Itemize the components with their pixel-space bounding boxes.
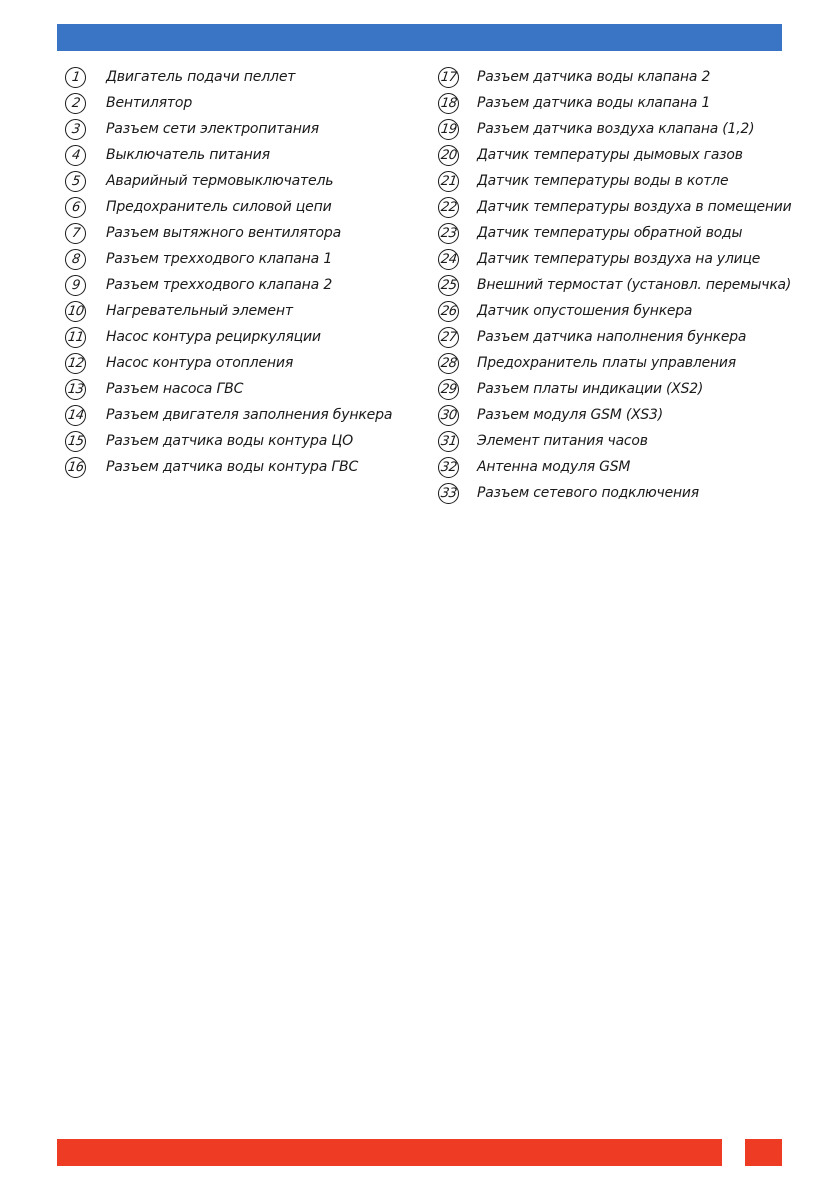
number-badge <box>438 145 459 166</box>
item-number: 28 <box>439 355 458 371</box>
number-badge <box>438 379 459 400</box>
item-number: 17 <box>439 69 458 85</box>
item-number: 3 <box>70 121 81 137</box>
item-label: Предохранитель платы управления <box>477 355 736 371</box>
item-number: 7 <box>70 225 81 241</box>
item-number: 19 <box>439 121 458 137</box>
legend-item <box>438 194 798 220</box>
item-number: 8 <box>70 251 81 267</box>
item-number: 31 <box>439 433 458 449</box>
legend-item <box>65 324 410 350</box>
legend-item <box>438 402 798 428</box>
item-label: Разъем платы индикации (XS2) <box>477 381 704 397</box>
item-number: 23 <box>439 225 458 241</box>
item-number: 9 <box>70 277 81 293</box>
legend-item <box>65 194 410 220</box>
number-badge <box>65 327 86 348</box>
item-number: 16 <box>66 459 85 475</box>
item-number: 13 <box>66 381 85 397</box>
legend-item <box>438 90 798 116</box>
item-label: Разъем модуля GSM (XS3) <box>477 407 663 423</box>
item-label: Вентилятор <box>106 95 193 111</box>
item-label: Аварийный термовыключатель <box>106 173 334 189</box>
item-label: Антенна модуля GSM <box>477 459 631 475</box>
legend-column-right <box>438 64 798 506</box>
item-number: 33 <box>439 485 458 501</box>
item-number: 22 <box>439 199 458 215</box>
item-label: Разъем двигателя заполнения бункера <box>106 407 393 423</box>
item-label: Разъем датчика воздуха клапана (1,2) <box>477 121 755 137</box>
item-label: Выключатель питания <box>106 147 270 163</box>
number-badge <box>438 67 459 88</box>
item-label: Элемент питания часов <box>477 433 648 449</box>
item-number: 4 <box>70 147 81 163</box>
item-label: Двигатель подачи пеллет <box>106 69 296 85</box>
legend-item <box>65 298 410 324</box>
footer-page-box <box>745 1139 782 1166</box>
number-badge <box>65 67 86 88</box>
item-number: 6 <box>70 199 81 215</box>
number-badge <box>438 431 459 452</box>
legend-item <box>65 90 410 116</box>
legend-item <box>438 272 798 298</box>
number-badge <box>438 301 459 322</box>
legend-item <box>65 272 410 298</box>
legend-item <box>65 64 410 90</box>
item-label: Датчик температуры обратной воды <box>477 225 743 241</box>
item-label: Насос контура рециркуляции <box>106 329 321 345</box>
item-label: Датчик опустошения бункера <box>477 303 693 319</box>
item-number: 26 <box>439 303 458 319</box>
number-badge <box>65 379 86 400</box>
item-number: 15 <box>66 433 85 449</box>
item-number: 24 <box>439 251 458 267</box>
item-number: 30 <box>439 407 458 423</box>
legend-item <box>65 454 410 480</box>
item-label: Датчик температуры воздуха в помещении <box>477 199 792 215</box>
item-number: 25 <box>439 277 458 293</box>
item-number: 10 <box>66 303 85 319</box>
legend-column-left <box>65 64 410 480</box>
number-badge <box>438 171 459 192</box>
legend-item <box>438 324 798 350</box>
legend-item <box>438 298 798 324</box>
legend-item <box>438 168 798 194</box>
item-label: Разъем вытяжного вентилятора <box>106 225 342 241</box>
item-label: Разъем датчика воды контура ЦО <box>106 433 354 449</box>
number-badge <box>438 483 459 504</box>
item-label: Разъем сетевого подключения <box>477 485 699 501</box>
item-number: 14 <box>66 407 85 423</box>
legend-item <box>65 402 410 428</box>
legend-item <box>65 168 410 194</box>
legend-item <box>438 454 798 480</box>
number-badge <box>65 197 86 218</box>
item-number: 21 <box>439 173 458 189</box>
legend-item <box>438 428 798 454</box>
item-number: 29 <box>439 381 458 397</box>
item-label: Разъем датчика воды клапана 1 <box>477 95 711 111</box>
item-label: Нагревательный элемент <box>106 303 293 319</box>
item-number: 2 <box>70 95 81 111</box>
number-badge <box>438 119 459 140</box>
number-badge <box>438 223 459 244</box>
number-badge <box>65 405 86 426</box>
legend-item <box>65 428 410 454</box>
number-badge <box>65 93 86 114</box>
item-number: 18 <box>439 95 458 111</box>
legend-item <box>65 376 410 402</box>
legend-item <box>65 142 410 168</box>
number-badge <box>65 223 86 244</box>
legend-item <box>438 116 798 142</box>
legend-item <box>438 376 798 402</box>
number-badge <box>65 171 86 192</box>
item-label: Разъем трехходвого клапана 1 <box>106 251 333 267</box>
header-bar <box>57 24 782 51</box>
number-badge <box>438 197 459 218</box>
legend-item <box>438 350 798 376</box>
item-number: 32 <box>439 459 458 475</box>
number-badge <box>438 275 459 296</box>
legend-item <box>438 142 798 168</box>
number-badge <box>438 249 459 270</box>
number-badge <box>65 431 86 452</box>
number-badge <box>65 275 86 296</box>
footer-bar <box>57 1139 722 1166</box>
number-badge <box>438 93 459 114</box>
number-badge <box>65 249 86 270</box>
legend-item <box>65 350 410 376</box>
number-badge <box>438 327 459 348</box>
item-number: 11 <box>66 329 85 345</box>
item-label: Датчик температуры воздуха на улице <box>477 251 761 267</box>
item-number: 27 <box>439 329 458 345</box>
item-number: 1 <box>70 69 81 85</box>
legend-item <box>438 220 798 246</box>
number-badge <box>65 145 86 166</box>
item-label: Датчик температуры дымовых газов <box>477 147 743 163</box>
legend-item <box>65 246 410 272</box>
legend-item <box>438 64 798 90</box>
legend-item <box>65 116 410 142</box>
number-badge <box>438 405 459 426</box>
item-label: Разъем сети электропитания <box>106 121 319 137</box>
item-number: 12 <box>66 355 85 371</box>
item-label: Разъем датчика наполнения бункера <box>477 329 747 345</box>
number-badge <box>65 119 86 140</box>
item-number: 5 <box>70 173 81 189</box>
item-label: Внешний термостат (установл. перемычка) <box>477 277 792 293</box>
item-label: Разъем насоса ГВС <box>106 381 244 397</box>
item-label: Насос контура отопления <box>106 355 294 371</box>
number-badge <box>438 353 459 374</box>
item-number: 20 <box>439 147 458 163</box>
legend-item <box>65 220 410 246</box>
item-label: Разъем датчика воды клапана 2 <box>477 69 711 85</box>
number-badge <box>65 301 86 322</box>
item-label: Разъем трехходвого клапана 2 <box>106 277 333 293</box>
item-label: Датчик температуры воды в котле <box>477 173 729 189</box>
number-badge <box>438 457 459 478</box>
number-badge <box>65 353 86 374</box>
legend-item <box>438 480 798 506</box>
legend-item <box>438 246 798 272</box>
item-label: Разъем датчика воды контура ГВС <box>106 459 359 475</box>
number-badge <box>65 457 86 478</box>
item-label: Предохранитель силовой цепи <box>106 199 332 215</box>
